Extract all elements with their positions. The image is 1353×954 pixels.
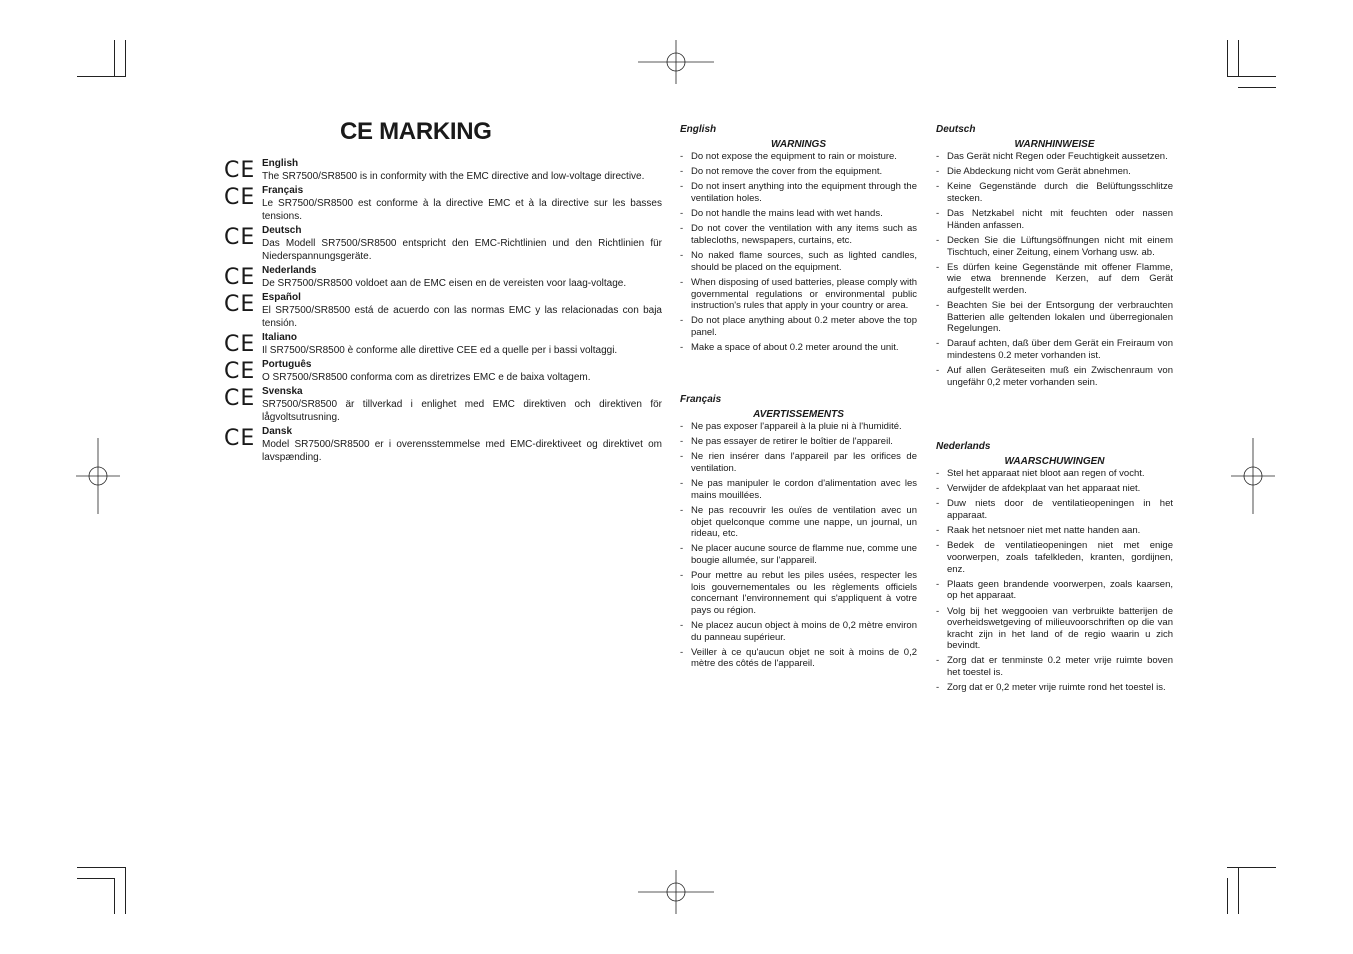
- ce-entry-portugues: [224, 358, 662, 384]
- ce-language: Français: [262, 185, 304, 196]
- warning-item: - Verwijder de afdekplaat van het apparaat niet.: [936, 483, 1173, 495]
- registration-mark-top: [638, 40, 714, 84]
- ce-entry-italiano: [224, 331, 662, 357]
- ce-language: Dansk: [262, 426, 293, 437]
- section-language: Deutsch: [936, 124, 976, 135]
- section-language: Nederlands: [936, 441, 991, 452]
- ce-language: Português: [262, 359, 312, 370]
- ce-language: English: [262, 158, 299, 169]
- registration-mark-right: [1231, 438, 1275, 514]
- warning-item: - No naked flame sources, such as lighted candles, should be placed on the equipment.: [680, 250, 917, 273]
- section-heading: AVERTISSEMENTS: [753, 409, 844, 420]
- ce-statement: SR7500/SR8500 är tillverkad i enlighet med EMC direktiven och direktiven för lågvoltsutrusning.: [262, 399, 662, 423]
- section-language: Français: [680, 394, 722, 405]
- warnings-francais: [680, 393, 917, 674]
- ce-statement: Le SR7500/SR8500 est conforme à la directive EMC et à la directive sur les basses tensions.: [262, 198, 662, 222]
- warnings-nederlands: [936, 440, 1173, 697]
- ce-statement: Il SR7500/SR8500 è conforme alle direttive CEE ed a quelle per i bassi voltaggi.: [262, 345, 618, 356]
- ce-statement: El SR7500/SR8500 está de acuerdo con las normas EMC y las relacionadas con baja tensión.: [262, 305, 662, 329]
- ce-entry-dansk: [224, 425, 662, 464]
- ce-marking-list: [224, 157, 662, 465]
- section-heading: WARNHINWEISE: [1014, 139, 1095, 150]
- warning-item: - Die Abdeckung nicht vom Gerät abnehmen.: [936, 166, 1173, 178]
- warning-item: - Ne pas essayer de retirer le boîtier de l'appareil.: [680, 436, 917, 448]
- registration-mark-left: [76, 438, 120, 514]
- warning-item: - Das Gerät nicht Regen oder Feuchtigkeit aussetzen.: [936, 151, 1173, 163]
- ce-logo-icon: CE: [224, 332, 256, 357]
- section-heading: WARNINGS: [771, 139, 826, 150]
- registration-mark-bottom: [638, 870, 714, 914]
- warning-item: - Bedek de ventilatieopeningen niet met enige voorwerpen, zoals tafelkleden, kranten, gordijnen, enz.: [936, 540, 1173, 575]
- ce-logo-icon: CE: [224, 158, 256, 183]
- warning-list: [680, 151, 917, 354]
- warnings-english: [680, 123, 917, 357]
- warning-item: - Keine Gegenstände durch die Belüftungsschlitze stecken.: [936, 181, 1173, 204]
- warning-item: - Ne rien insérer dans l'appareil par les orifices de ventilation.: [680, 451, 917, 474]
- page-title: CE MARKING: [340, 118, 492, 145]
- warning-item: - Do not expose the equipment to rain or moisture.: [680, 151, 917, 163]
- warning-item: - Es dürfen keine Gegenstände mit offener Flamme, wie etwa brennende Kerzen, auf dem Gerät aufgestellt werden.: [936, 262, 1173, 297]
- ce-logo-icon: CE: [224, 225, 256, 250]
- warning-item: - Stel het apparaat niet bloot aan regen of vocht.: [936, 468, 1173, 480]
- warning-item: - Do not place anything about 0.2 meter above the top panel.: [680, 315, 917, 338]
- warning-item: - Decken Sie die Lüftungsöffnungen nicht mit einem Tischtuch, einer Zeitung, einem Vorhang usw. ab.: [936, 235, 1173, 258]
- ce-entry-deutsch: [224, 224, 662, 263]
- ce-logo-icon: CE: [224, 185, 256, 210]
- warning-item: - Das Netzkabel nicht mit feuchten oder nassen Händen anfassen.: [936, 208, 1173, 231]
- ce-statement: De SR7500/SR8500 voldoet aan de EMC eisen en de vereisten voor laag-voltage.: [262, 278, 627, 289]
- warning-item: - Raak het netsnoer niet met natte handen aan.: [936, 525, 1173, 537]
- warning-list: [680, 421, 917, 670]
- warning-item: - Zorg dat er tenminste 0.2 meter vrije ruimte boven het toestel is.: [936, 655, 1173, 678]
- warning-item: - Ne pas recouvrir les ouïes de ventilation avec un objet quelconque comme une nappe, un journal, un rideau, etc.: [680, 505, 917, 540]
- warning-item: - Do not cover the ventilation with any items such as tablecloths, newspapers, curtains, etc.: [680, 223, 917, 246]
- ce-statement: O SR7500/SR8500 conforma com as diretrizes EMC e de baixa voltagem.: [262, 372, 591, 383]
- warning-item: - Zorg dat er 0,2 meter vrije ruimte rond het toestel is.: [936, 682, 1173, 694]
- ce-language: Italiano: [262, 332, 298, 343]
- warning-item: - Ne placer aucune source de flamme nue, comme une bougie allumée, sur l'appareil.: [680, 543, 917, 566]
- ce-statement: The SR7500/SR8500 is in conformity with the EMC directive and low-voltage directive.: [262, 171, 645, 182]
- warning-item: - Pour mettre au rebut les piles usées, respecter les lois gouvernementales ou les règlements officiels concernant l'environnement qui s'appliquent à votre pays ou région.: [680, 570, 917, 616]
- warning-item: - Do not insert anything into the equipment through the ventilation holes.: [680, 181, 917, 204]
- warning-item: - Do not remove the cover from the equipment.: [680, 166, 917, 178]
- warning-list: [936, 151, 1173, 388]
- warning-item: - Make a space of about 0.2 meter around the unit.: [680, 342, 917, 354]
- warning-item: - Auf allen Geräteseiten muß ein Zwischenraum von ungefähr 0,2 meter vorhanden sein.: [936, 365, 1173, 388]
- ce-statement: Das Modell SR7500/SR8500 entspricht den EMC-Richtlinien und den Richtlinien für Niederspannungsgeräte.: [262, 238, 662, 262]
- warning-item: - Volg bij het weggooien van verbruikte batterijen de overheidswetgeving of milieuvoorschriften op die van kracht zijn in het land of de regio waarin u zich bevindt.: [936, 606, 1173, 652]
- ce-entry-nederlands: [224, 264, 662, 290]
- section-language: English: [680, 124, 717, 135]
- ce-logo-icon: CE: [224, 426, 256, 451]
- warning-list: [936, 468, 1173, 694]
- ce-entry-svenska: [224, 385, 662, 424]
- section-heading: WAARSCHUWINGEN: [1004, 456, 1105, 467]
- warning-item: - Veiller à ce qu'aucun objet ne soit à moins de 0,2 mètre des côtés de l'appareil.: [680, 647, 917, 670]
- ce-logo-icon: CE: [224, 386, 256, 411]
- ce-entry-english: [224, 157, 662, 183]
- warnings-deutsch: [936, 123, 1173, 392]
- ce-statement: Model SR7500/SR8500 er i overensstemmelse med EMC-direktiveet og direktivet om lavspænding.: [262, 439, 662, 463]
- warning-item: - Do not handle the mains lead with wet hands.: [680, 208, 917, 220]
- ce-language: Svenska: [262, 386, 303, 397]
- warning-item: - Darauf achten, daß über dem Gerät ein Freiraum von mindestens 0.2 meter vorhanden ist.: [936, 338, 1173, 361]
- ce-language: Español: [262, 292, 301, 303]
- ce-logo-icon: CE: [224, 265, 256, 290]
- ce-logo-icon: CE: [224, 359, 256, 384]
- warning-item: - Plaats geen brandende voorwerpen, zoals kaarsen, op het apparaat.: [936, 579, 1173, 602]
- warning-item: - Beachten Sie bei der Entsorgung der verbrauchten Batterien alle geltenden lokalen und überregionalen Regelungen.: [936, 300, 1173, 335]
- ce-language: Nederlands: [262, 265, 317, 276]
- ce-language: Deutsch: [262, 225, 302, 236]
- warning-item: - Duw niets door de ventilatieopeningen in het apparaat.: [936, 498, 1173, 521]
- ce-entry-espanol: [224, 291, 662, 330]
- ce-entry-francais: [224, 184, 662, 223]
- ce-logo-icon: CE: [224, 292, 256, 317]
- warning-item: - When disposing of used batteries, please comply with governmental regulations or environmental public instruction's rules that apply in your country or area.: [680, 277, 917, 312]
- warning-item: - Ne pas exposer l'appareil à la pluie ni à l'humidité.: [680, 421, 917, 433]
- warning-item: - Ne pas manipuler le cordon d'alimentation avec les mains mouillées.: [680, 478, 917, 501]
- warning-item: - Ne placez aucun object à moins de 0,2 mètre environ du panneau supérieur.: [680, 620, 917, 643]
